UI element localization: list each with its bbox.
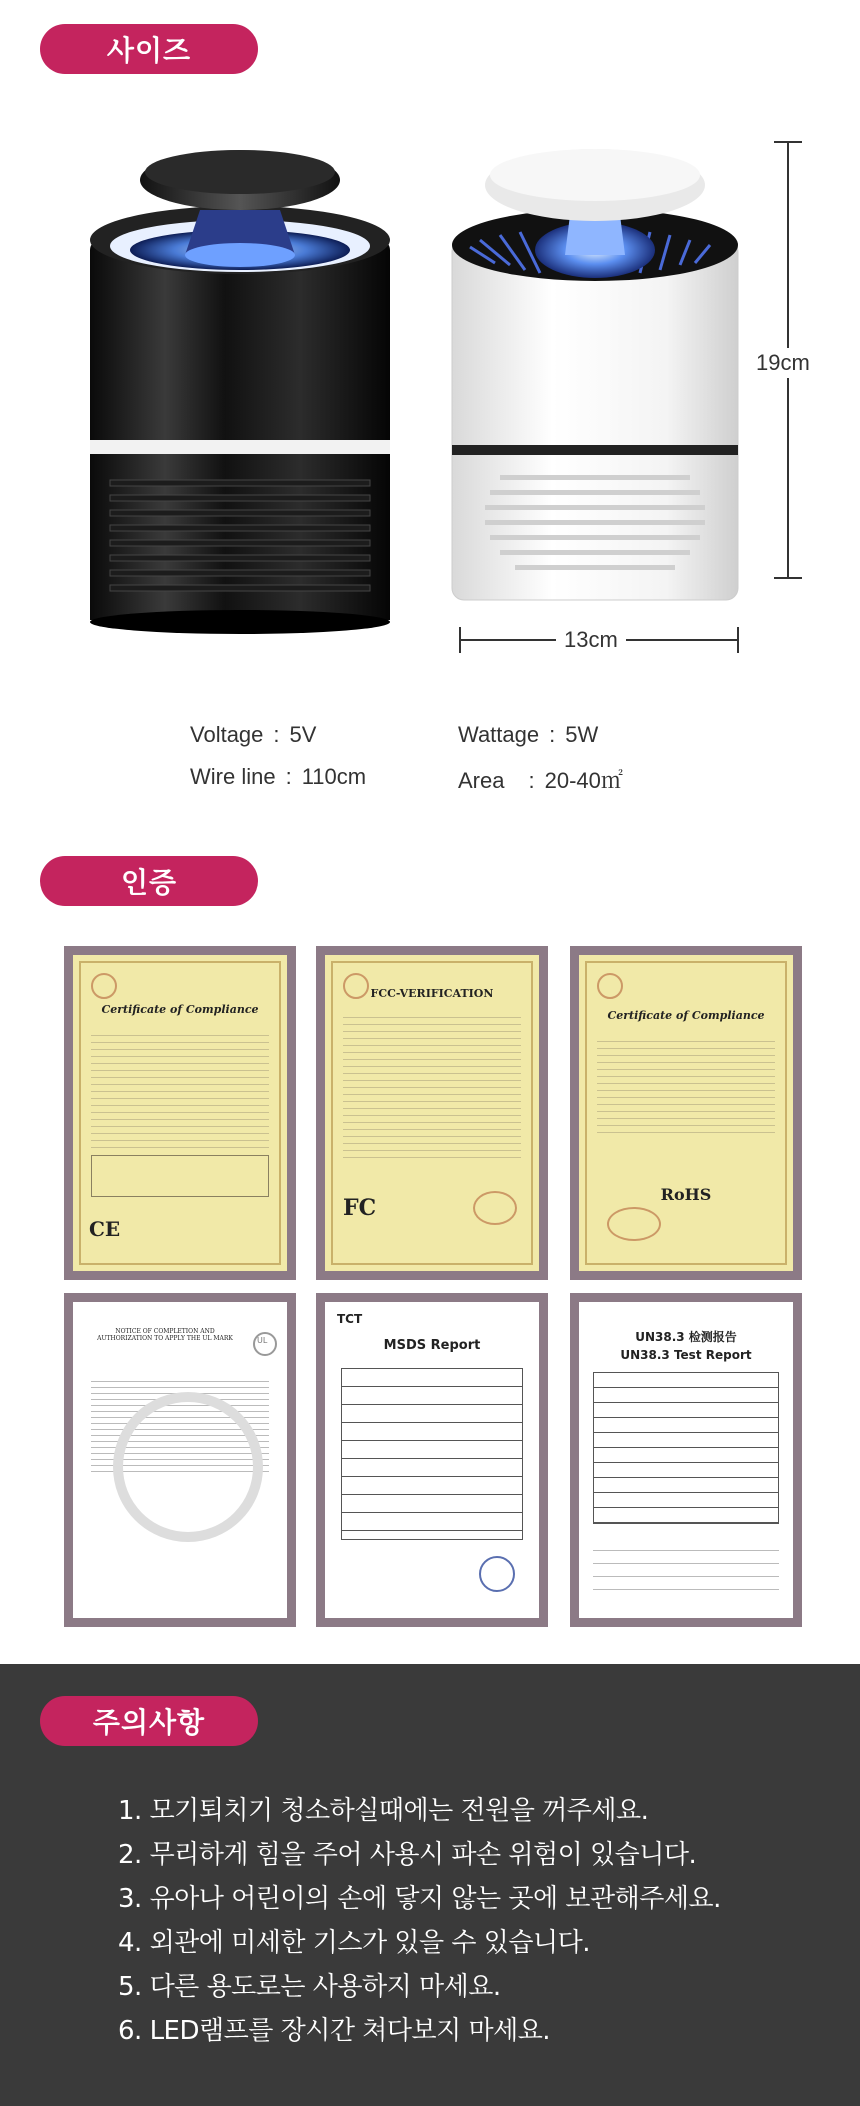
size-section-label: 사이즈 [40, 24, 258, 74]
msds-certificate-title: MSDS Report [383, 1338, 481, 1353]
certification-section-label: 인증 [40, 856, 258, 906]
black-mosquito-lamp-image [80, 150, 410, 650]
notice-item: 5. 다른 용도로는 사용하지 마세요. [118, 1972, 501, 2002]
area-value: 20-40㎡ [544, 768, 623, 793]
fcc-certificate [316, 946, 548, 1280]
voltage-spec: Voltage : 5V [190, 722, 317, 747]
notice-item: 4. 외관에 미세한 기스가 있을 수 있습니다. [118, 1928, 591, 1958]
un383-certificate-subtitle: UN38.3 Test Report [620, 1348, 752, 1362]
rohs-mark: RoHS [660, 1185, 712, 1204]
ul-certificate-title: NOTICE OF COMPLETION AND AUTHORIZATION TO APPLY THE UL MARK [97, 1328, 233, 1342]
notice-item: 2. 무리하게 힘을 주어 사용시 파손 위험이 있습니다. [118, 1840, 697, 1870]
msds-certificate [316, 1293, 548, 1627]
wire-label: Wire line [190, 764, 276, 789]
wattage-value: 5W [565, 722, 599, 747]
wattage-spec: Wattage : 5W [458, 722, 599, 747]
rohs-certificate-title: Certificate of Compliance [607, 1009, 765, 1022]
ce-certificate-title: Certificate of Compliance [101, 1003, 259, 1016]
un383-certificate [570, 1293, 802, 1627]
rohs-certificate [570, 946, 802, 1280]
height-dimension-label: 19cm [756, 348, 810, 378]
caution-section-label: 주의사항 [40, 1696, 258, 1746]
wire-value: 110cm [301, 764, 367, 789]
wire-spec: Wire line : 110cm [190, 764, 367, 789]
ul-certificate [64, 1293, 296, 1627]
un383-certificate-title: UN38.3 检测报告 [635, 1330, 737, 1344]
notice-item: 3. 유아나 어린이의 손에 닿지 않는 곳에 보관해주세요. [118, 1884, 721, 1914]
wattage-label: Wattage [458, 722, 540, 747]
ce-mark: CE [89, 1217, 121, 1241]
area-spec: Area : 20-40㎡ [458, 768, 623, 793]
width-dimension-label: 13cm [556, 627, 626, 653]
voltage-label: Voltage [190, 722, 264, 747]
ce-certificate [64, 946, 296, 1280]
white-mosquito-lamp-image [440, 145, 750, 625]
fcc-certificate-title: FCC-VERIFICATION [370, 987, 494, 1000]
area-label: Area [458, 768, 505, 793]
notice-item: 6. LED램프를 장시간 쳐다보지 마세요. [118, 2016, 551, 2046]
fcc-mark: FC [343, 1195, 377, 1221]
ul-mark: UL [257, 1336, 268, 1345]
tct-logo: TCT [337, 1312, 363, 1326]
voltage-value: 5V [289, 722, 317, 747]
notice-item: 1. 모기퇴치기 청소하실때에는 전원을 꺼주세요. [118, 1796, 649, 1826]
